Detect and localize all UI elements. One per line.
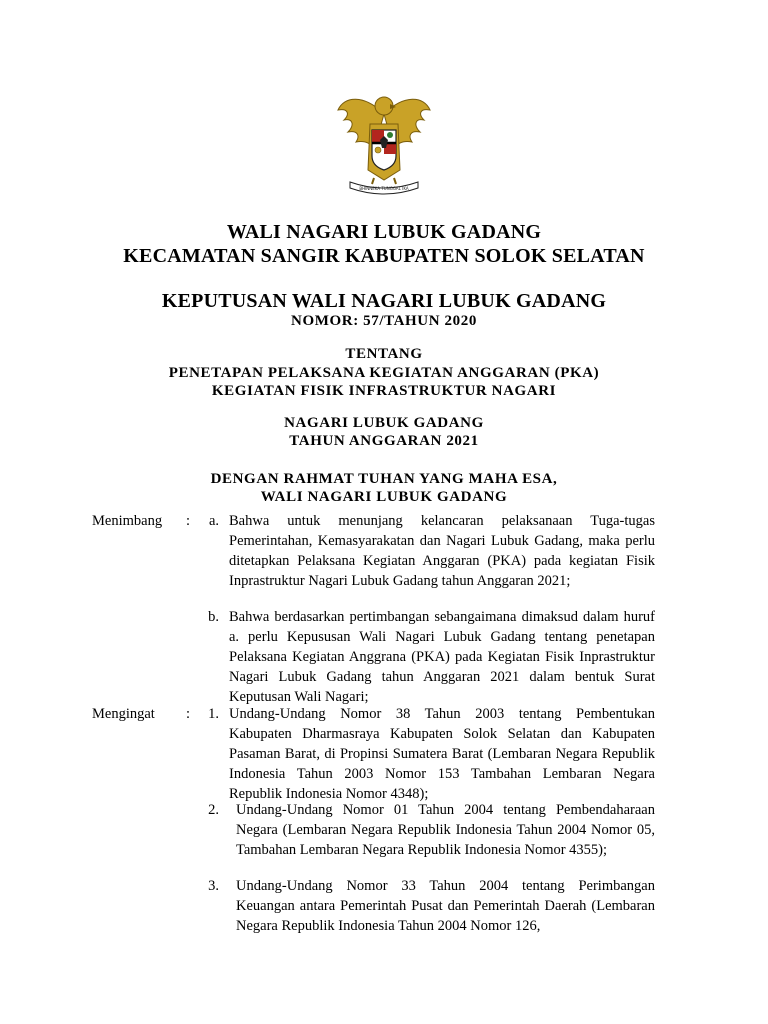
decree-title: KEPUTUSAN WALI NAGARI LUBUK GADANG (161, 290, 607, 312)
subject-line-1: PENETAPAN PELAKSANA KEGIATAN ANGGARAN (PKA) (168, 365, 600, 381)
mengingat-colon: : (186, 706, 191, 722)
menimbang-label: Menimbang (92, 513, 163, 529)
district-name: KECAMATAN SANGIR KABUPATEN SOLOK SELATAN (123, 245, 645, 267)
ribbon-text: BHINNEKA TUNGGAL IKA (359, 186, 409, 191)
office-name: WALI NAGARI LUBUK GADANG (226, 221, 542, 243)
item-marker: 1. (208, 706, 219, 722)
mengingat-item-3: Undang-Undang Nomor 33 Tahun 2004 tentang Perimbangan Keuangan antara Pemerintah Pusat dan Pemerintah Daerah (Lembaran Negara Republik Indonesia Tahun 2004 Nomor 126, (236, 878, 655, 934)
issuer: WALI NAGARI LUBUK GADANG (260, 489, 508, 505)
decree-number: NOMOR: 57/TAHUN 2020 (291, 313, 477, 329)
mengingat-label: Mengingat (92, 706, 155, 722)
mengingat-item-2: Undang-Undang Nomor 01 Tahun 2004 tentang Pembendaharaan Negara (Lembaran Negara Republik Indonesia Tahun 2004 Nomor 05, Tambahan Lembaran Negara Republik Indonesia Nomor 4355); (236, 802, 655, 858)
mengingat-item-1: Undang-Undang Nomor 38 Tahun 2003 tentang Pembentukan Kabupaten Dharmasraya Kabupaten Solok Selatan dan Kabupaten Pasaman Barat, di Propinsi Sumatera Barat (Lembaran Negara Republik Indonesia Tahun 2003 Nomor 153 Tambahan Lembaran Negara Republik Indonesia Nomor 4348); (229, 706, 655, 802)
garuda-pancasila-emblem-icon (334, 84, 434, 196)
invocation: DENGAN RAHMAT TUHAN YANG MAHA ESA, (210, 471, 558, 487)
menimbang-item-a: Bahwa untuk menunjang kelancaran pelaksanaan Tuga-tugas Pemerintahan, Kemasyarakatan dan Nagari Lubuk Gadang, maka perlu ditetapkan Pelaksana Kegiatan Anggaran (PKA) pada kegiatan Fisik Inprastruktur Nagari Lubuk Gadang tahun Anggaran 2021; (229, 513, 655, 589)
menimbang-colon: : (186, 513, 191, 529)
budget-year: TAHUN ANGGARAN 2021 (289, 433, 479, 449)
subject-line-2: KEGIATAN FISIK INFRASTRUKTUR NAGARI (211, 383, 557, 399)
tentang-label: TENTANG (345, 346, 423, 362)
item-marker: a. (208, 513, 219, 529)
place-name: NAGARI LUBUK GADANG (284, 415, 484, 431)
item-marker: 2. (208, 802, 219, 818)
item-marker: b. (208, 609, 219, 625)
item-marker: 3. (208, 878, 219, 894)
menimbang-item-b: Bahwa berdasarkan pertimbangan sebangaimana dimaksud dalam huruf a. perlu Kepususan Wali Nagari Lubuk Gadang tentang penetapan Pelaksana Kegiatan Anggrana (PKA) pada Kegiatan Fisik Inprastruktur Nagari Lubuk Gadang tahun Anggaran 2021 dalam bentuk Surat Keputusan Wali Nagari; (229, 609, 655, 705)
